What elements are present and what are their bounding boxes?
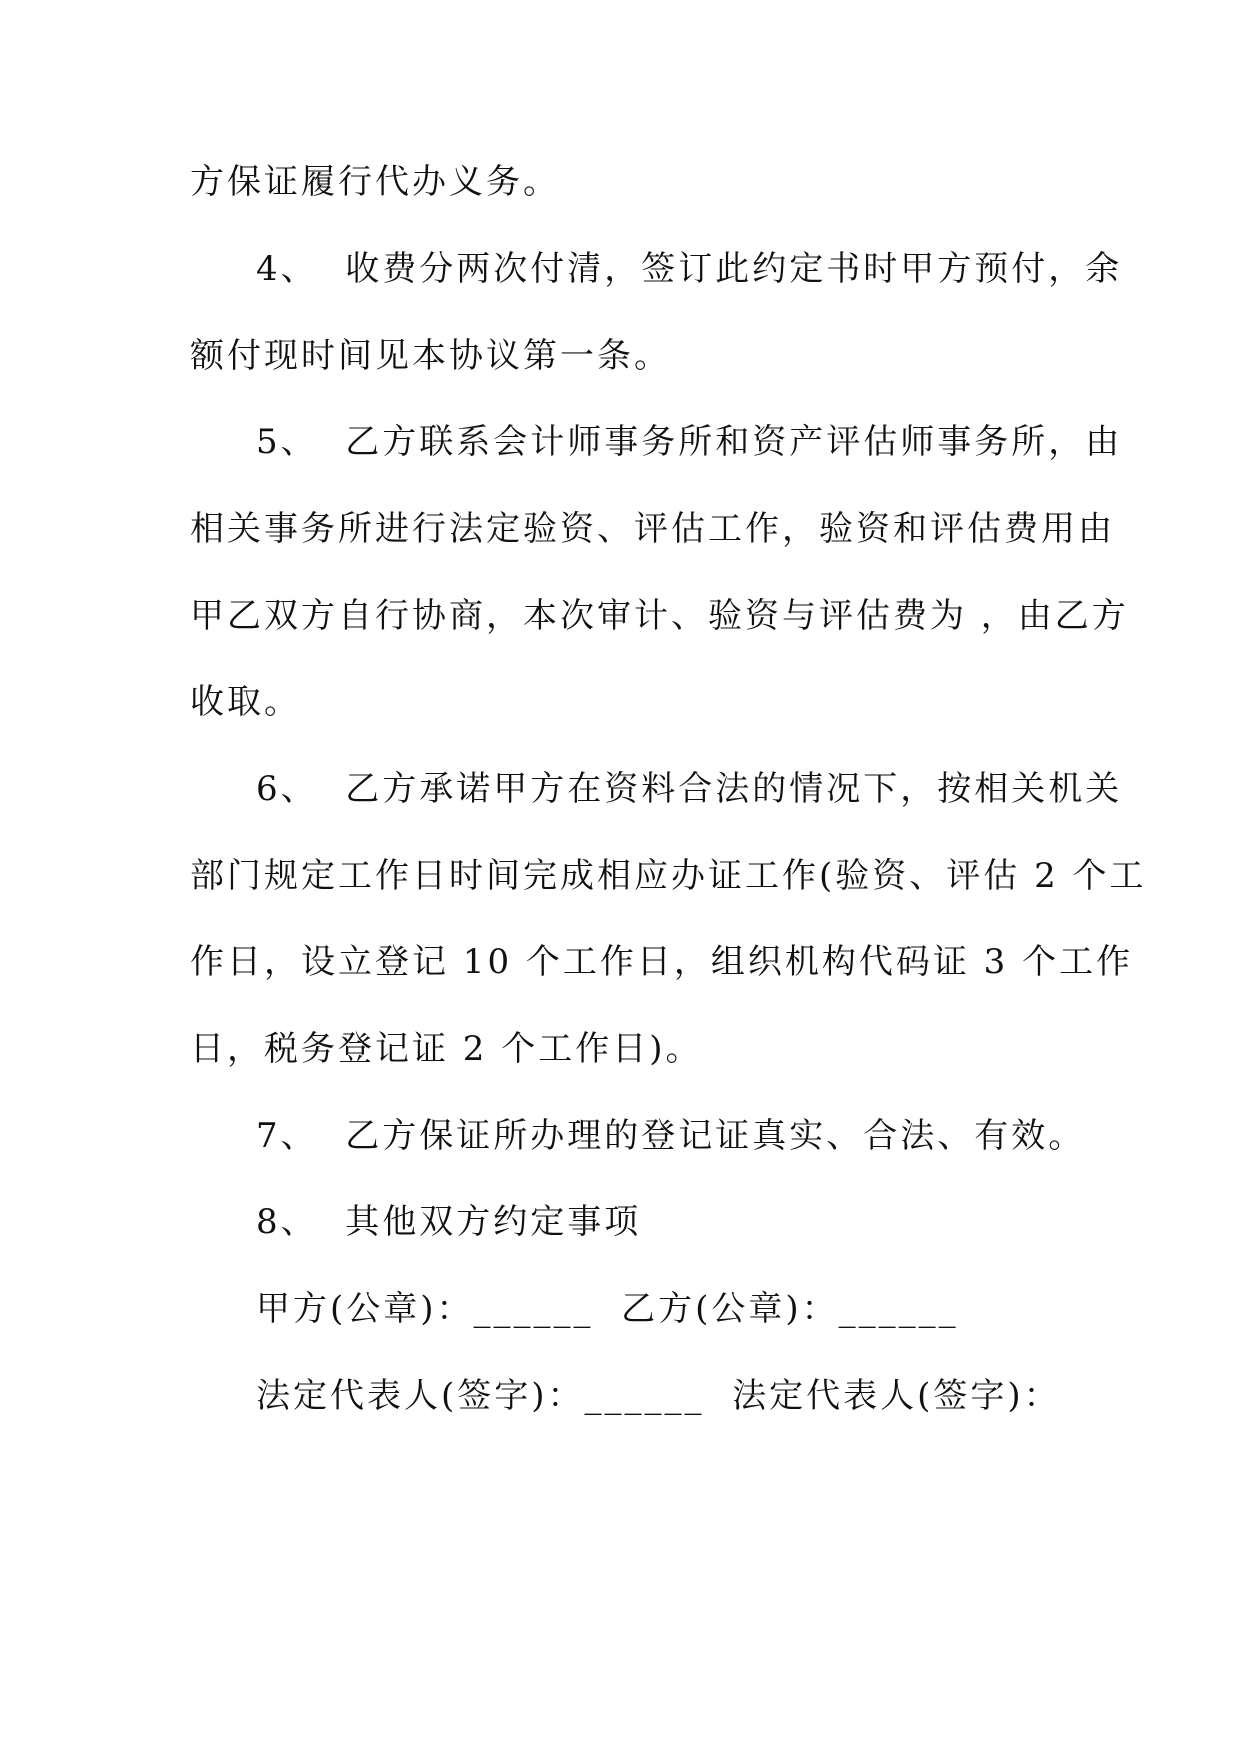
- paragraph-line: 甲乙双方自行协商，本次审计、验资与评估费为 ，由乙方: [190, 596, 1129, 636]
- party-a-b-seal-line: 甲方(公章)：______ 乙方(公章)：______: [256, 1289, 959, 1329]
- paragraph-line: 部门规定工作日时间完成相应办证工作(验资、评估 2 个工: [190, 856, 1147, 896]
- paragraph-line: 额付现时间见本协议第一条。: [190, 336, 671, 376]
- clause-7-line: 7、 乙方保证所办理的登记证真实、合法、有效。: [256, 1116, 1086, 1156]
- clause-6-line: 6、 乙方承诺甲方在资料合法的情况下，按相关机关: [256, 769, 1123, 809]
- clause-5-line: 5、 乙方联系会计师事务所和资产评估师事务所，由: [256, 422, 1123, 462]
- clause-8-line: 8、 其他双方约定事项: [256, 1202, 642, 1242]
- clause-4-line: 4、 收费分两次付清，签订此约定书时甲方预付，余: [256, 249, 1123, 289]
- paragraph-line: 相关事务所进行法定验资、评估工作，验资和评估费用由: [190, 509, 1115, 549]
- paragraph-line: 作日，设立登记 10 个工作日，组织机构代码证 3 个工作: [190, 942, 1134, 982]
- paragraph-line: 方保证履行代办义务。: [190, 162, 560, 202]
- paragraph-line: 收取。: [190, 682, 301, 722]
- paragraph-line: 日，税务登记证 2 个工作日)。: [190, 1029, 703, 1069]
- legal-representative-signature-line: 法定代表人(签字)：______ 法定代表人(签字)：: [256, 1376, 1061, 1416]
